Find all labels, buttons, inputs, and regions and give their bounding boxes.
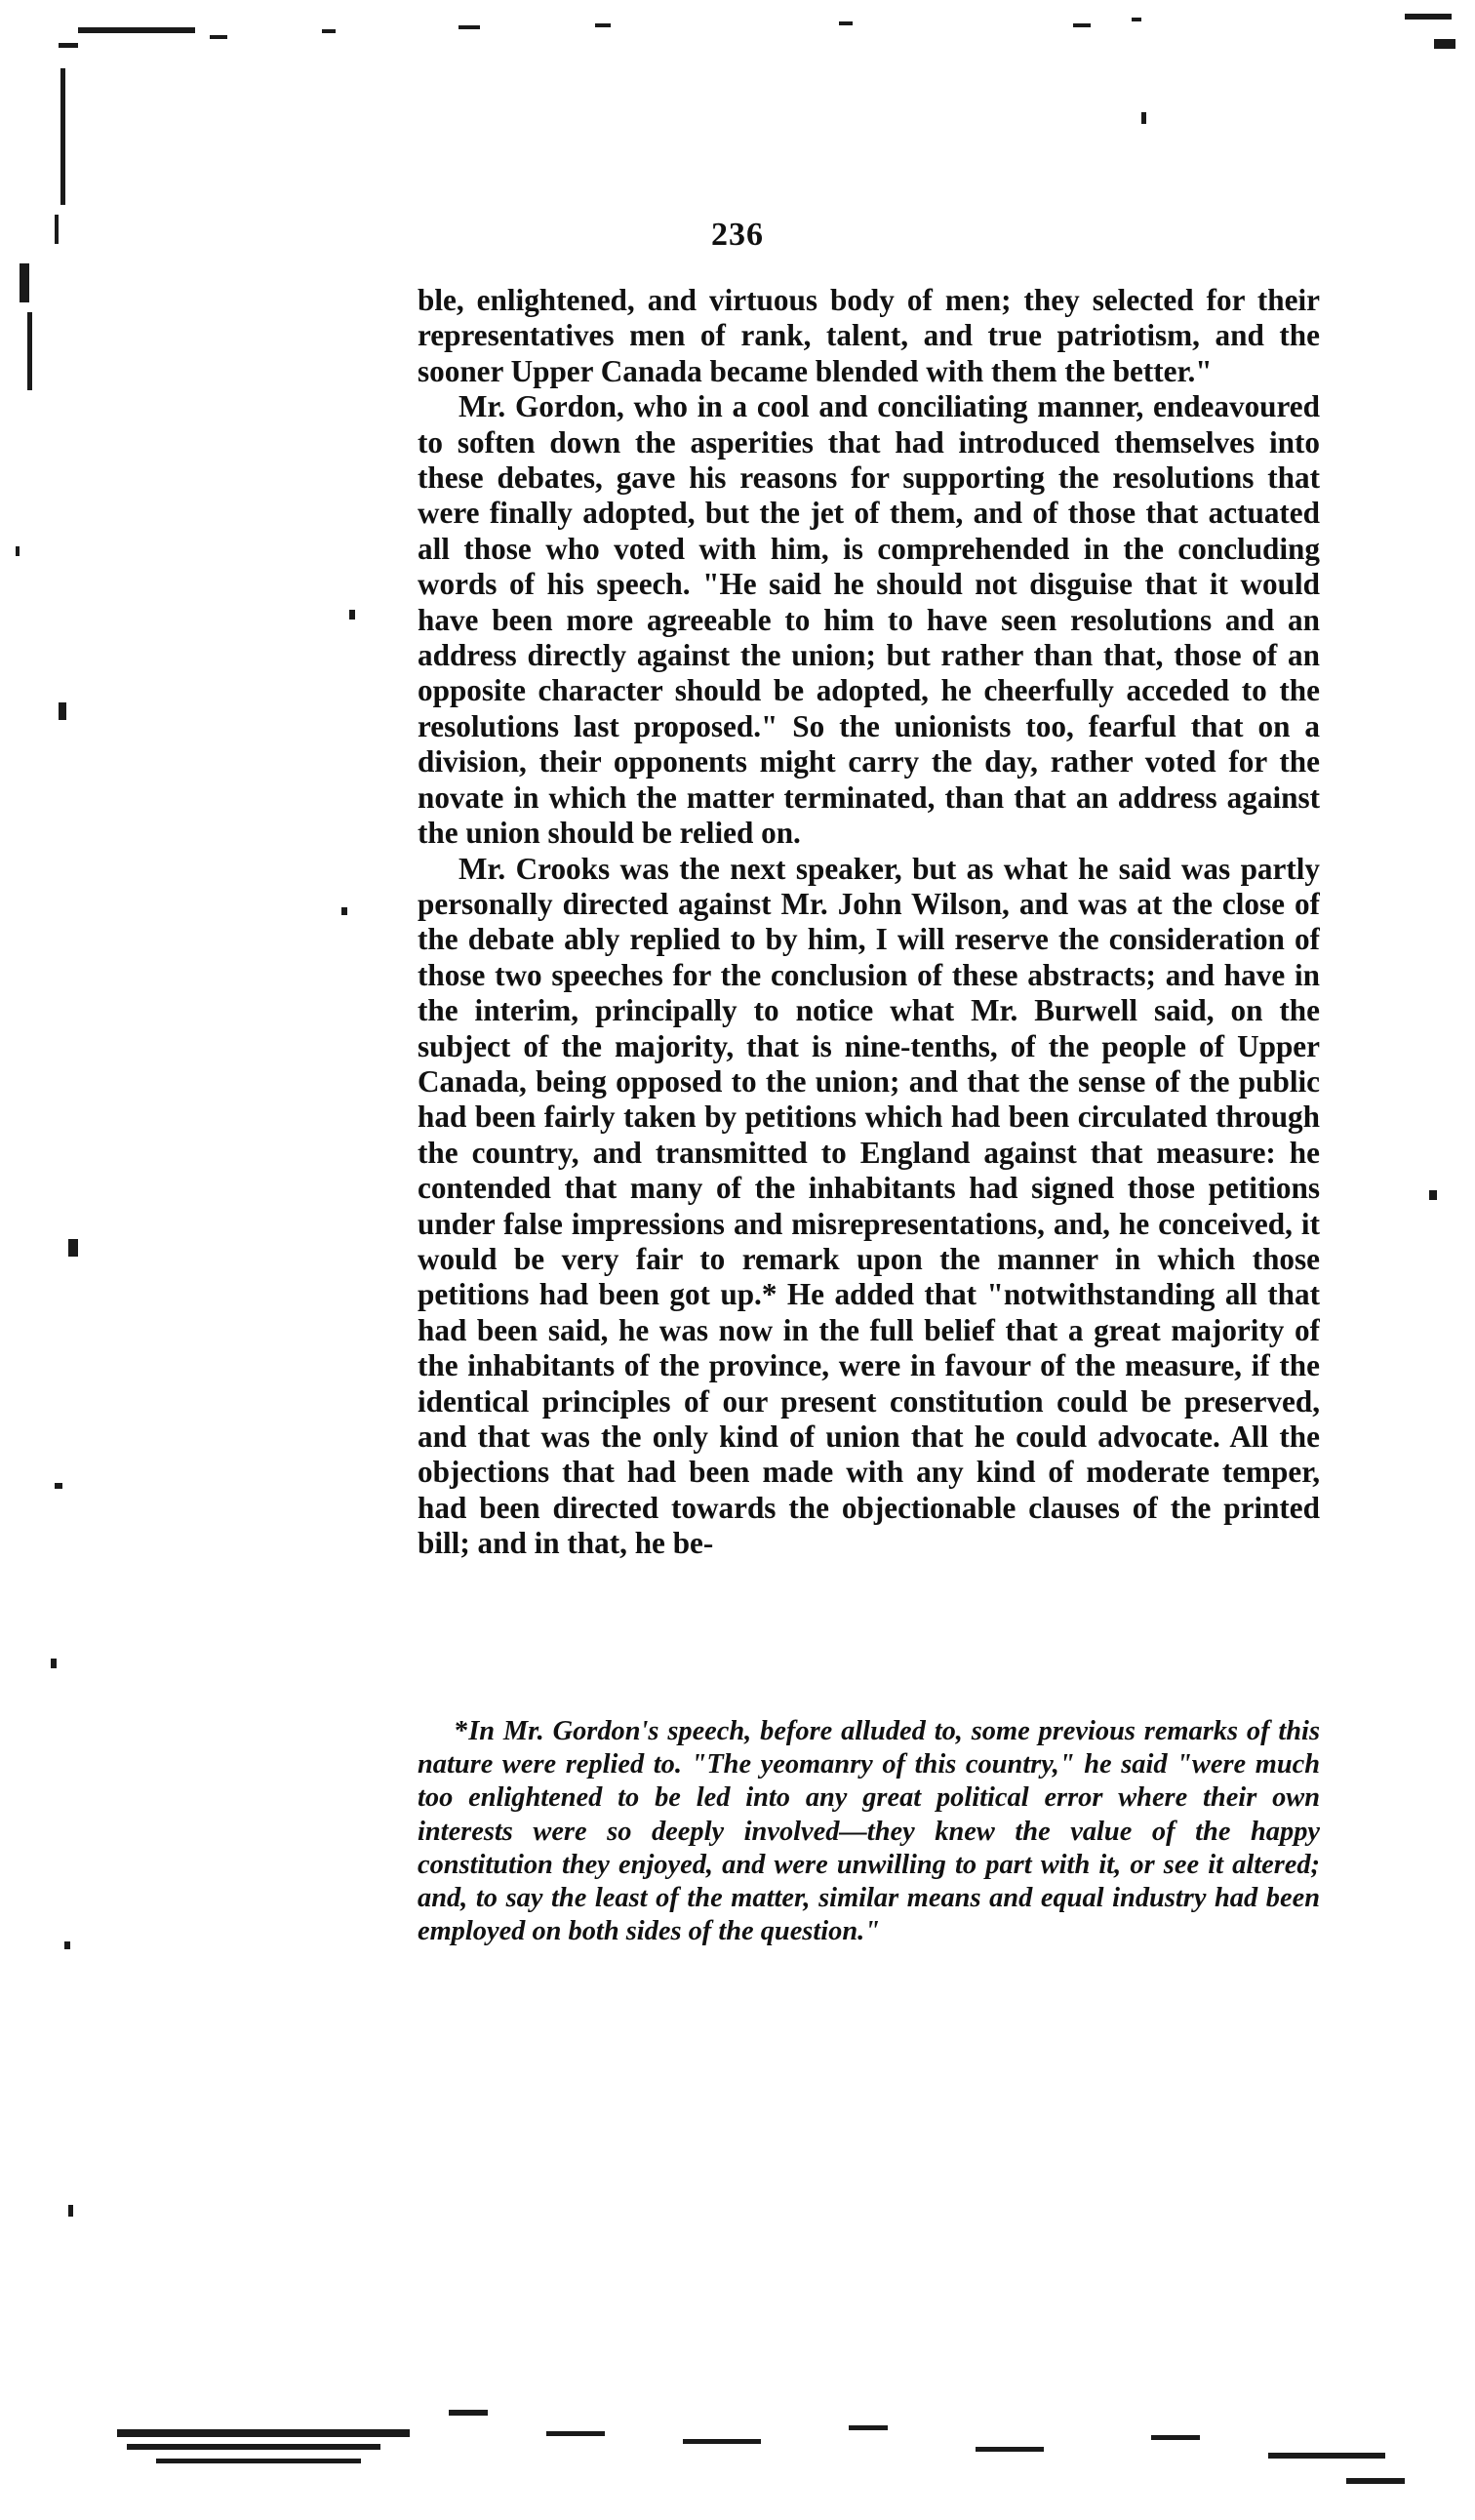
- body-text: [418, 283, 1320, 1688]
- paragraph-gordon: Mr. Gordon, who in a cool and conciliating manner, endeavoured to soften down the asperities that had introduced themselves into these debates, gave his reasons for supporting the resolutions that were finally adopted, but the jet of them, and of those that actuated all those who voted with him, is comprehended in the concluding words of his speech. "He said he should not disguise that it would have been more agreeable to him to have seen resolutions and an address directly against the union; but rather than that, those of an opposite character should be adopted, he cheerfully acceded to the resolutions last proposed." So the unionists too, fearful that on a division, their opponents might carry the day, rather voted for the novate in which the matter terminated, than that an address against the union should be relied on.: [418, 389, 1320, 851]
- page-number: 236: [711, 217, 764, 253]
- paragraph-crooks-burwell: Mr. Crooks was the next speaker, but as what he said was partly personally directed against Mr. John Wilson, and was at the close of the debate ably replied to by him, I will reserve the consideration of those two speeches for the conclusion of these abstracts; and have in the interim, principally to notice what Mr. Burwell said, on the subject of the majority, that is nine-tenths, of the people of Upper Canada, being opposed to the union; and that the sense of the public had been fairly taken by petitions which had been circulated through the country, and transmitted to England against that measure: he contended that many of the inhabitants had signed those petitions under false impressions and misrepresentations, and, he conceived, it would be very fair to remark upon the manner in which those petitions had been got up.* He added that "notwithstanding all that had been said, he was now in the full belief that a great majority of the inhabitants of the province, were in favour of the measure, if the identical principles of our present constitution could be preserved, and that was the only kind of union that he could advocate. All the objections that had been made with any kind of moderate temper, had been directed towards the objectionable clauses of the printed bill; and in that, he be-: [418, 851, 1320, 1561]
- footnote-text: In Mr. Gordon's speech, before alluded to, some previous remarks of this nature were replied to. "The yeomanry of this country," he said "were much too enlightened to be led into any great political error where their own interests were so deeply involved—they knew the value of the happy constitution they enjoyed, and were unwilling to part with it, or see it altered; and, to say the least of the matter, similar means and equal industry had been employed on both sides of the question.": [418, 1716, 1320, 1947]
- footnote-marker: *: [455, 1716, 469, 1746]
- footnote: [418, 1715, 1320, 2037]
- paragraph-continuation: ble, enlightened, and virtuous body of men; they selected for their representatives men of rank, talent, and true patriotism, and the sooner Upper Canada became blended with them the better.": [418, 283, 1320, 388]
